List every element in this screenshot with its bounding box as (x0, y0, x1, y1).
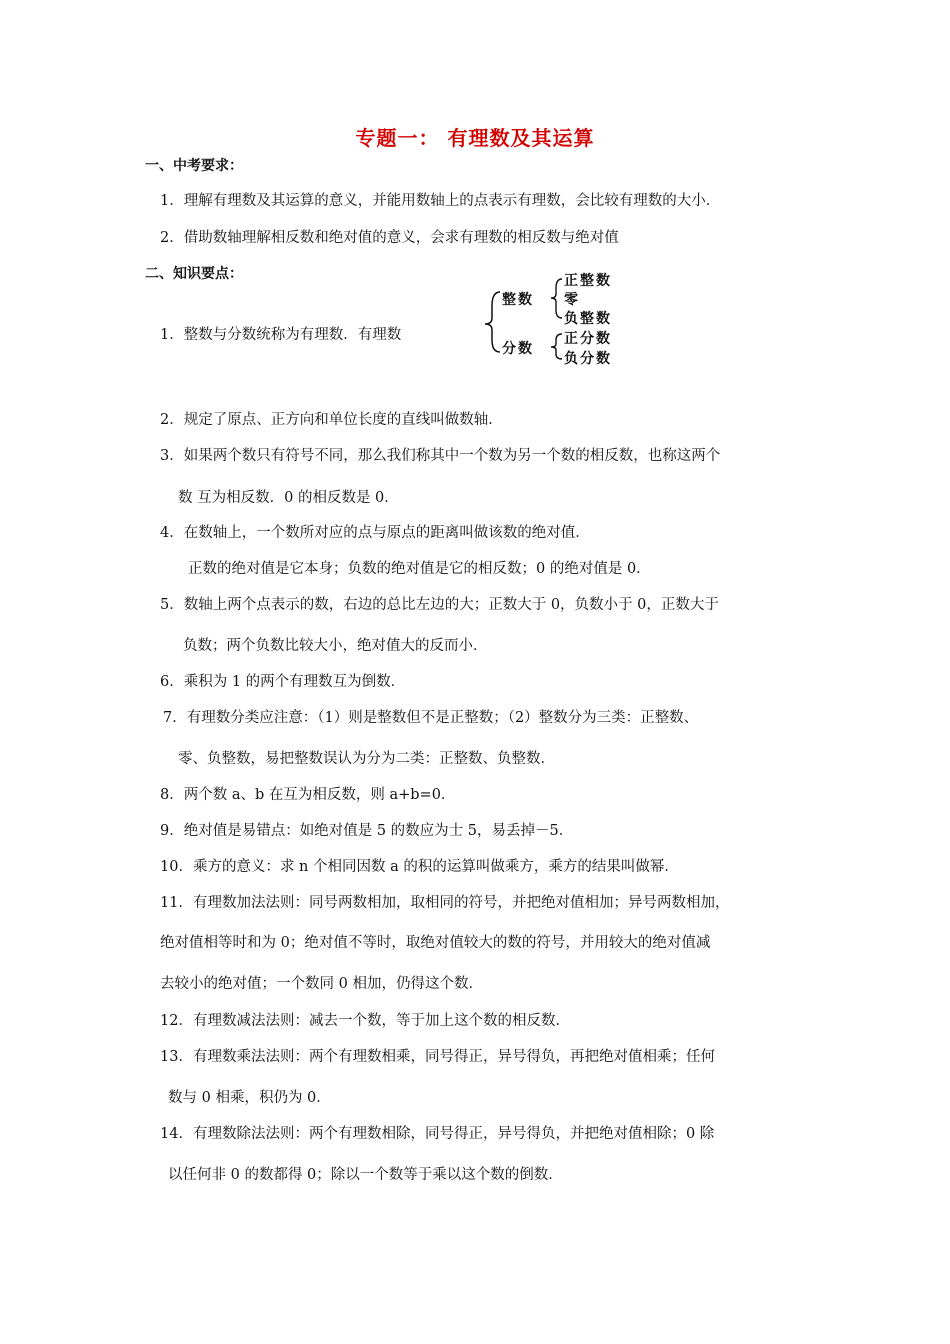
key-point-continuation: 零、负整数，易把整数误认为分为二类：正整数、负整数． (178, 751, 555, 767)
tree-zero: 零 (564, 292, 580, 308)
tree-negative-fraction: 负分数 (564, 351, 612, 367)
tree-positive-integer: 正整数 (564, 273, 612, 289)
tree-integer: 整数 (502, 292, 534, 308)
key-point-item: 7．有理数分类应注意：（1）则是整数但不是正整数；（2）整数分为三类：正整数、 (163, 710, 699, 726)
tree-fraction: 分数 (502, 341, 534, 357)
key-point-continuation: 去较小的绝对值；一个数同 0 相加，仍得这个数． (160, 976, 483, 992)
key-point-item: 10．乘方的意义：求 n 个相同因数 a 的积的运算叫做乘方，乘方的结果叫做幂． (160, 859, 679, 875)
key-point-continuation: 以任何非 0 的数都得 0；除以一个数等于乘以这个数的倒数． (168, 1167, 563, 1183)
key-point-continuation: 数 互为相反数．0 的相反数是 0． (178, 490, 399, 506)
key-point-item: 8．两个数 a、b 在互为相反数，则 a+b=0． (160, 787, 456, 803)
key-point-item: 11．有理数加法法则：同号两数相加，取相同的符号，并把绝对值相加；异号两数相加， (160, 895, 730, 911)
key-point-item: 1．整数与分数统称为有理数．有理数 (160, 327, 402, 343)
key-point-item: 3．如果两个数只有符号不同，那么我们称其中一个数为另一个数的相反数，也称这两个 (160, 448, 721, 464)
key-point-item: 6．乘积为 1 的两个有理数互为倒数． (160, 674, 406, 690)
tree-negative-integer: 负整数 (564, 311, 612, 327)
key-point-continuation: 负数；两个负数比较大小，绝对值大的反而小． (183, 638, 488, 654)
requirement-item: 2．借助数轴理解相反数和绝对值的意义，会求有理数的相反数与绝对值 (160, 230, 619, 246)
key-point-item: 2．规定了原点、正方向和单位长度的直线叫做数轴． (160, 412, 503, 428)
key-point-item: 14．有理数除法法则：两个有理数相除，同号得正，异号得负，并把绝对值相除；0 除 (160, 1126, 715, 1142)
section-heading-requirements: 一、中考要求： (145, 158, 243, 174)
key-point-item: 5．数轴上两个点表示的数，右边的总比左边的大；正数大于 0，负数小于 0，正数大于 (160, 597, 719, 613)
key-point-item: 12．有理数减法法则：减去一个数，等于加上这个数的相反数． (160, 1013, 570, 1029)
rational-number-classification-tree (482, 270, 642, 370)
section-heading-key-points: 二、知识要点： (145, 266, 243, 282)
key-point-continuation: 正数的绝对值是它本身；负数的绝对值是它的相反数；0 的绝对值是 0． (188, 561, 651, 577)
key-point-item: 13．有理数乘法法则：两个有理数相乘，同号得正，异号得负，再把绝对值相乘；任何 (160, 1049, 715, 1065)
key-point-continuation: 数与 0 相乘，积仍为 0． (168, 1090, 331, 1106)
tree-positive-fraction: 正分数 (564, 331, 612, 347)
key-point-continuation: 绝对值相等时和为 0；绝对值不等时，取绝对值较大的数的符号，并用较大的绝对值减 (160, 935, 711, 951)
requirement-item: 1．理解有理数及其运算的意义，并能用数轴上的点表示有理数，会比较有理数的大小． (160, 193, 721, 209)
key-point-item: 4．在数轴上，一个数所对应的点与原点的距离叫做该数的绝对值． (160, 525, 590, 541)
page-title: 专题一： 有理数及其运算 (355, 126, 595, 150)
key-point-item: 9．绝对值是易错点：如绝对值是 5 的数应为士 5，易丢掉－5． (160, 823, 574, 839)
